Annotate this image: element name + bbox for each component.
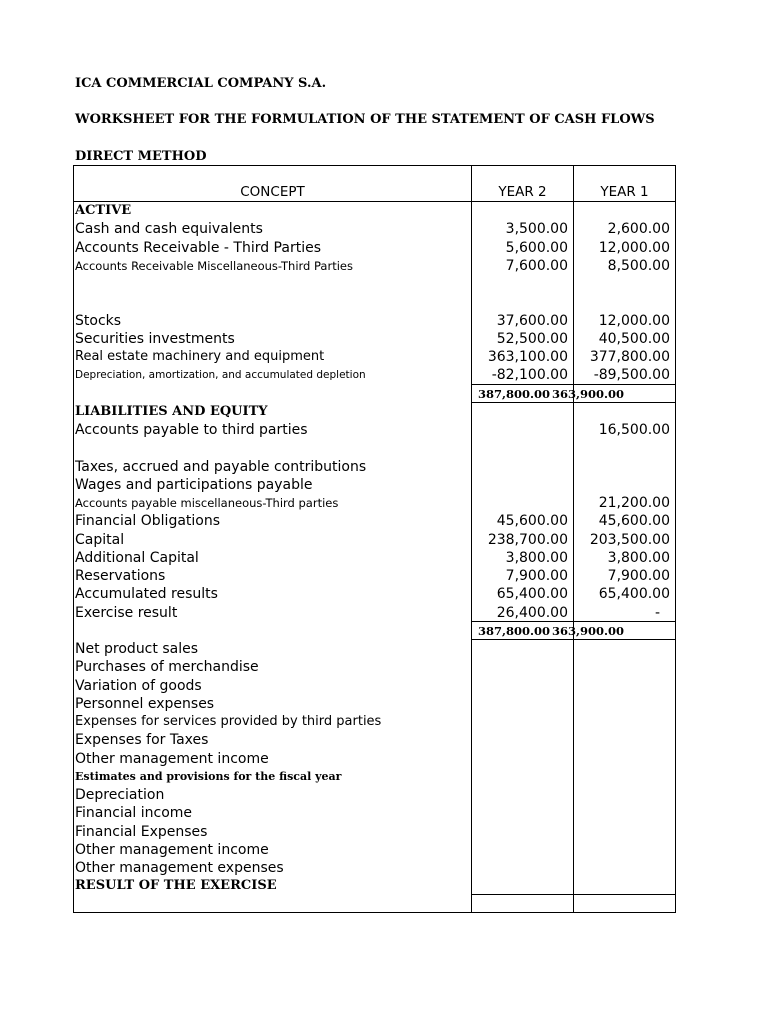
concept-cell: Stocks: [75, 313, 122, 329]
year1-value-cell: [576, 458, 670, 476]
year2-value-cell: [474, 421, 568, 439]
year2-value-cell: [474, 640, 568, 658]
year1-value-cell: 377,800.00: [589, 349, 670, 365]
concept-cell: Wages and participations payable: [75, 477, 313, 493]
year2-value-cell: 7,900.00: [505, 568, 568, 584]
year1-value-cell: [576, 804, 670, 822]
year1-value-cell: 203,500.00: [589, 532, 670, 548]
year2-value-cell: 7,600.00: [505, 258, 568, 274]
year2-value-cell: 238,700.00: [487, 532, 568, 548]
year1-total-cell: 363,900.00: [552, 387, 625, 401]
year2-value-cell: 65,400.00: [496, 586, 568, 602]
year1-value-cell: [576, 658, 670, 676]
concept-cell: Depreciation, amortization, and accumulated depletion: [75, 369, 366, 381]
year2-value-cell: [474, 403, 568, 421]
column-header-concept: CONCEPT: [240, 184, 305, 200]
concept-cell: Real estate machinery and equipment: [75, 349, 325, 364]
year2-value-cell: [474, 695, 568, 713]
year2-value-cell: [474, 786, 568, 804]
year1-value-cell: 21,200.00: [598, 495, 670, 511]
column-divider-year1: [573, 165, 574, 913]
column-header-year1: YEAR 1: [600, 184, 649, 200]
year1-value-cell: [576, 476, 670, 494]
year1-value-cell: [576, 750, 670, 768]
year2-value-cell: 3,500.00: [505, 221, 568, 237]
year2-value-cell: [474, 750, 568, 768]
concept-cell: Reservations: [75, 568, 166, 584]
year2-value-cell: [474, 293, 568, 311]
table-right-border: [675, 165, 676, 913]
concept-cell: Accounts Receivable - Third Parties: [75, 240, 321, 256]
concept-cell: Other management expenses: [75, 860, 284, 876]
year2-value-cell: [474, 458, 568, 476]
worksheet-title: WORKSHEET FOR THE FORMULATION OF THE STATEMENT OF CASH FLOWS: [75, 112, 655, 127]
year1-value-cell: 2,600.00: [607, 221, 670, 237]
column-divider-year2: [471, 165, 472, 913]
year1-value-cell: [576, 859, 670, 877]
concept-cell: LIABILITIES AND EQUITY: [75, 404, 268, 419]
company-name: ICA COMMERCIAL COMPANY S.A.: [75, 76, 327, 91]
year2-value-cell: 363,100.00: [487, 349, 568, 365]
year2-value-cell: [474, 768, 568, 786]
year1-value-cell: 12,000.00: [598, 313, 670, 329]
year1-value-cell: [576, 403, 670, 421]
concept-cell: Expenses for Taxes: [75, 732, 209, 748]
year2-value-cell: 3,800.00: [505, 550, 568, 566]
concept-cell: Accumulated results: [75, 586, 218, 602]
year2-value-cell: 45,600.00: [496, 513, 568, 529]
year2-value-cell: [474, 896, 568, 914]
year2-value-cell: 26,400.00: [496, 605, 568, 621]
year2-value-cell: [474, 713, 568, 731]
year2-value-cell: [474, 275, 568, 293]
column-header-year2: YEAR 2: [498, 184, 547, 200]
concept-cell: Securities investments: [75, 331, 235, 347]
concept-cell: RESULT OF THE EXERCISE: [75, 878, 277, 893]
year2-value-cell: [474, 658, 568, 676]
year2-total-cell: 387,800.00: [478, 624, 551, 638]
year1-value-cell: [576, 695, 670, 713]
concept-cell: Additional Capital: [75, 550, 199, 566]
concept-cell: Financial Expenses: [75, 824, 208, 840]
year1-value-cell: [576, 640, 670, 658]
year1-value-cell: 65,400.00: [598, 586, 670, 602]
year2-value-cell: [474, 494, 568, 512]
concept-cell: Accounts payable to third parties: [75, 422, 308, 438]
concept-cell: Depreciation: [75, 787, 165, 803]
concept-cell: Cash and cash equivalents: [75, 221, 263, 237]
year1-value-cell: [576, 768, 670, 786]
year2-total-cell: 387,800.00: [478, 387, 551, 401]
table-left-border: [73, 165, 74, 913]
year2-value-cell: [474, 439, 568, 457]
year1-value-cell: 16,500.00: [598, 422, 670, 438]
concept-cell: Financial Obligations: [75, 513, 221, 529]
year1-value-cell: [576, 293, 670, 311]
year2-value-cell: 5,600.00: [505, 240, 568, 256]
year1-value-cell: 8,500.00: [607, 258, 670, 274]
year2-value-cell: [474, 677, 568, 695]
year2-value-cell: [474, 476, 568, 494]
year1-total-cell: 363,900.00: [552, 624, 625, 638]
concept-cell: Expenses for services provided by third parties: [75, 714, 382, 729]
concept-cell: Financial income: [75, 805, 193, 821]
year1-value-cell: [576, 731, 670, 749]
year2-value-cell: 52,500.00: [496, 331, 568, 347]
concept-cell: Accounts payable miscellaneous-Third parties: [75, 496, 339, 510]
year1-value-cell: [576, 677, 670, 695]
year2-value-cell: [474, 823, 568, 841]
year1-value-cell: [576, 841, 670, 859]
year2-value-cell: [474, 841, 568, 859]
concept-cell: Estimates and provisions for the fiscal year: [75, 770, 342, 783]
concept-cell: Purchases of merchandise: [75, 659, 259, 675]
year1-value-cell: [576, 823, 670, 841]
concept-cell: Accounts Receivable Miscellaneous-Third Parties: [75, 259, 353, 273]
concept-cell: ACTIVE: [75, 203, 132, 218]
year1-value-cell: 3,800.00: [607, 550, 670, 566]
year1-value-cell: 12,000.00: [598, 240, 670, 256]
year2-value-cell: [474, 859, 568, 877]
year1-value-cell: -: [654, 605, 660, 621]
year1-value-cell: [576, 439, 670, 457]
year1-value-cell: [576, 896, 670, 914]
concept-cell: Net product sales: [75, 641, 198, 657]
year1-value-cell: [576, 713, 670, 731]
year1-value-cell: [576, 202, 670, 220]
concept-cell: Other management income: [75, 751, 269, 767]
year1-value-cell: 40,500.00: [598, 331, 670, 347]
concept-cell: Capital: [75, 532, 125, 548]
year2-value-cell: -82,100.00: [491, 367, 568, 383]
year2-value-cell: [474, 202, 568, 220]
year2-value-cell: 37,600.00: [496, 313, 568, 329]
year1-value-cell: [576, 275, 670, 293]
year2-value-cell: [474, 877, 568, 895]
year2-value-cell: [474, 804, 568, 822]
concept-cell: Personnel expenses: [75, 696, 215, 712]
year2-value-cell: [474, 731, 568, 749]
year1-value-cell: [576, 786, 670, 804]
concept-cell: Variation of goods: [75, 678, 202, 694]
method-label: DIRECT METHOD: [75, 149, 207, 164]
year1-value-cell: -89,500.00: [593, 367, 670, 383]
table-top-border: [73, 165, 676, 166]
year1-value-cell: 45,600.00: [598, 513, 670, 529]
concept-cell: Taxes, accrued and payable contributions: [75, 459, 367, 475]
year1-value-cell: [576, 877, 670, 895]
year1-value-cell: 7,900.00: [607, 568, 670, 584]
concept-cell: Exercise result: [75, 605, 178, 621]
concept-cell: Other management income: [75, 842, 269, 858]
